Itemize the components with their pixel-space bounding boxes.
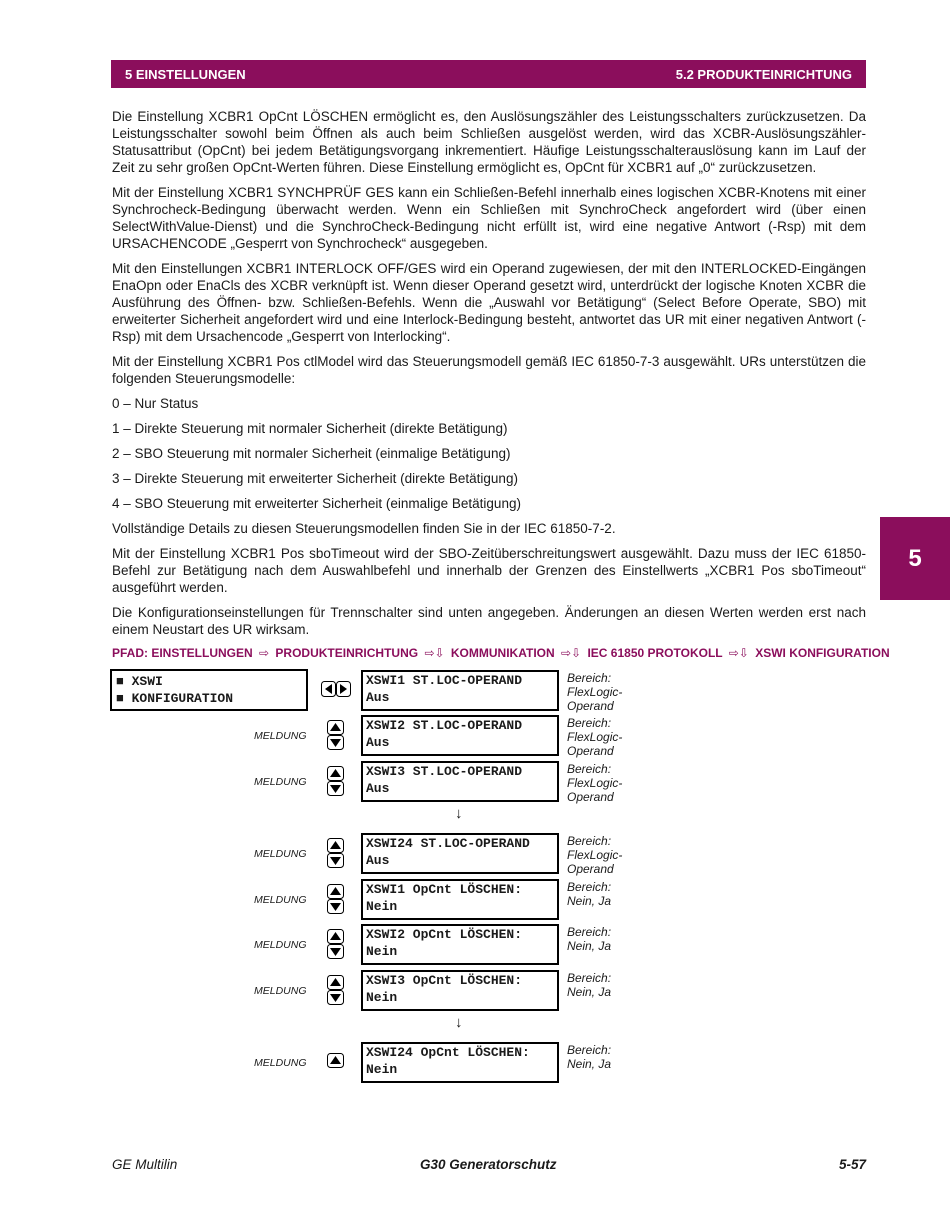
setting-value: Aus <box>366 853 390 868</box>
section-title: 5.2 PRODUKTEINRICHTUNG <box>675 66 852 82</box>
up-down-keys-icon <box>327 766 344 796</box>
up-down-keys-icon <box>327 720 344 750</box>
continuation-arrow: ↓ <box>455 805 463 822</box>
arrow-right-down-icon: ⇨⇩ <box>424 646 445 660</box>
path-segment: PRODUKTEINRICHTUNG <box>275 646 419 660</box>
list-item: 0 – Nur Status <box>112 396 199 411</box>
message-label: MELDUNG <box>254 730 307 742</box>
paragraph: Mit der Einstellung XCBR1 Pos sboTimeout wird der SBO-Zeitüberschreitungswert ausgewählt. Dazu muss der IEC 61850-Befehl zur Betätigung nach dem Auswahlbefehl und innerhalb der Grenzen des Einstellwerts „XCBR1 Pos sboTimeout“ ausgeführt werden. <box>112 546 866 595</box>
paragraph: Vollständige Details zu diesen Steuerungsmodellen finden Sie in der IEC 61850-7-2. <box>112 521 616 536</box>
lcd-setting-box[interactable] <box>361 670 559 711</box>
message-label: MELDUNG <box>254 848 307 860</box>
setting-range: Bereich: FlexLogic-Operand <box>567 671 623 713</box>
setting-range: Bereich: FlexLogic-Operand <box>567 834 623 876</box>
list-item: 4 – SBO Steuerung mit erweiterter Sicherheit (einmalige Betätigung) <box>112 496 521 511</box>
lcd-setting-box[interactable] <box>361 970 559 1011</box>
setting-range: Bereich: FlexLogic-Operand <box>567 762 623 804</box>
message-label: MELDUNG <box>254 939 307 951</box>
paragraph: Mit der Einstellung XCBR1 Pos ctlModel wird das Steuerungsmodell gemäß IEC 61850-7-3 ausgewählt. URs unterstützen die folgenden Steuerungsmodelle: <box>112 354 866 386</box>
message-label: MELDUNG <box>254 1057 307 1069</box>
arrow-right-down-icon: ⇨⇩ <box>728 646 749 660</box>
lcd-setting-box[interactable] <box>361 761 559 802</box>
setting-value: Nein <box>366 990 398 1005</box>
setting-value: Nein <box>366 899 398 914</box>
lcd-setting-box[interactable] <box>361 715 559 756</box>
root-line-2: ■ KONFIGURATION <box>116 691 234 706</box>
setting-name: XSWI2 OpCnt LÖSCHEN: <box>366 927 523 942</box>
setting-value: Aus <box>366 690 390 705</box>
setting-value: Aus <box>366 735 390 750</box>
arrow-right-icon: ⇨ <box>259 646 270 660</box>
lcd-setting-box[interactable] <box>361 1042 559 1083</box>
paragraph: Mit den Einstellungen XCBR1 INTERLOCK OFF/GES wird ein Operand zugewiesen, der mit den INTERLOCKED-Eingängen EnaOpn oder EnaCls des XCBR verknüpft ist. Wenn dieser Operand gesetzt wird, unterdrückt der logische Knoten XCBR die Ausführung des Öffnen- bzw. Schließen-Befehls. Wenn die „Auswahl vor Betätigung“ (Select Before Operate, SBO) mit erweiterter Sicherheit angefordert wird und eine Interlock-Bedingung besteht, antwortet das UR mit einer negativen Antwort (-Rsp) mit dem Ursachencode „Gesperrt von Interlocking“. <box>112 261 866 344</box>
setting-range: Bereich: Nein, Ja <box>567 1043 612 1071</box>
list-item: 2 – SBO Steuerung mit normaler Sicherheit (einmalige Betätigung) <box>112 446 511 461</box>
list-item: 1 – Direkte Steuerung mit normaler Sicherheit (direkte Betätigung) <box>112 421 508 436</box>
setting-range: Bereich: Nein, Ja <box>567 880 612 908</box>
path-segment: PFAD: EINSTELLUNGEN <box>112 646 253 660</box>
root-label: XSWI <box>131 674 163 689</box>
message-label: MELDUNG <box>254 985 307 997</box>
chapter-tab: 5 <box>880 517 950 600</box>
setting-range: Bereich: Nein, Ja <box>567 971 612 999</box>
setting-value: Nein <box>366 1062 398 1077</box>
root-label: KONFIGURATION <box>131 691 234 706</box>
root-line-1: ■ XSWI <box>116 674 163 689</box>
paragraph: Die Konfigurationseinstellungen für Trennschalter sind unten angegeben. Änderungen an diesen Werten werden erst nach einem Neustart des UR wirksam. <box>112 605 866 637</box>
list-item: 3 – Direkte Steuerung mit erweiterter Sicherheit (direkte Betätigung) <box>112 471 518 486</box>
body-text <box>112 108 866 646</box>
setting-name: XSWI1 OpCnt LÖSCHEN: <box>366 882 523 897</box>
path-segment: XSWI KONFIGURATION <box>755 646 890 660</box>
footer-product: G30 Generatorschutz <box>420 1157 557 1172</box>
setting-name: XSWI3 OpCnt LÖSCHEN: <box>366 973 523 988</box>
setting-name: XSWI24 OpCnt LÖSCHEN: <box>366 1045 530 1060</box>
footer-company: GE Multilin <box>112 1157 178 1172</box>
setting-name: XSWI2 ST.LOC-OPERAND <box>366 718 523 733</box>
left-right-keys-icon <box>321 681 351 697</box>
lcd-setting-box[interactable] <box>361 924 559 965</box>
setting-range: Bereich: Nein, Ja <box>567 925 612 953</box>
lcd-setting-box[interactable] <box>361 879 559 920</box>
message-label: MELDUNG <box>254 776 307 788</box>
setting-value: Nein <box>366 944 398 959</box>
section-header-bar <box>111 60 866 88</box>
paragraph: Mit der Einstellung XCBR1 SYNCHPRÜF GES kann ein Schließen-Befehl innerhalb eines logischen XCBR-Knotens mit einer Synchrocheck-Bedingung überwacht werden. Wenn ein Schließen mit SynchroCheck angefordert wird (über einen SelectWithValue-Dienst) und die SynchroCheck-Bedingung nicht erfüllt ist, wird eine negative Antwort (-Rsp) mit dem URSACHENCODE „Gesperrt von Synchrocheck“ ausgegeben. <box>112 185 866 251</box>
up-down-keys-icon <box>327 884 344 914</box>
up-down-keys-icon <box>327 838 344 868</box>
chapter-title: 5 EINSTELLUNGEN <box>125 66 246 82</box>
up-down-keys-icon <box>327 975 344 1005</box>
setting-range: Bereich: FlexLogic-Operand <box>567 716 623 758</box>
up-key-icon <box>327 1053 344 1068</box>
setting-value: Aus <box>366 781 390 796</box>
setting-name: XSWI24 ST.LOC-OPERAND <box>366 836 530 851</box>
up-down-keys-icon <box>327 929 344 959</box>
footer-page-number: 5-57 <box>839 1157 867 1172</box>
menu-root-box <box>110 669 308 711</box>
setting-name: XSWI3 ST.LOC-OPERAND <box>366 764 523 779</box>
path-segment: IEC 61850 PROTOKOLL <box>587 646 723 660</box>
lcd-setting-box[interactable] <box>361 833 559 874</box>
message-label: MELDUNG <box>254 894 307 906</box>
path-segment: KOMMUNIKATION <box>450 646 555 660</box>
continuation-arrow: ↓ <box>455 1014 463 1031</box>
setting-name: XSWI1 ST.LOC-OPERAND <box>366 673 523 688</box>
settings-path <box>112 646 890 660</box>
arrow-right-down-icon: ⇨⇩ <box>561 646 582 660</box>
paragraph: Die Einstellung XCBR1 OpCnt LÖSCHEN ermöglicht es, den Auslösungszähler des Leistungsschalters zurückzusetzen. Da Leistungsschalter sowohl beim Öffnen als auch beim Schließen ausgelöst werden, wird das XCBR-Auslösungszähler-Statusattribut (OpCnt) bei jedem Betätigungsvorgang inkrementiert. Häufige Leistungsschalterauslösung kann im Lauf der Zeit zu sehr großen OpCnt-Werten führen. Diese Einstellung ermöglicht es, OpCnt für XCBR1 auf „0“ zurückzusetzen. <box>112 109 866 175</box>
